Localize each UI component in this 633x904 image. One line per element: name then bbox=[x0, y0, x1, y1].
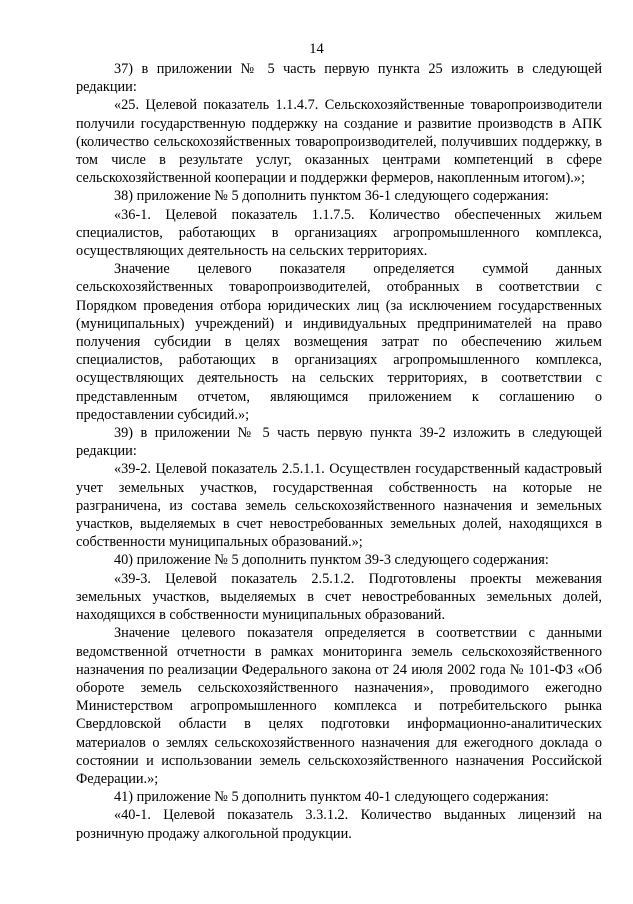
paragraph-item-39-2-text: «39-2. Целевой показатель 2.5.1.1. Осуществлен государственный кадастровый учет земельных участков, государственная собственность на которые не разграничена, из состава земель сельскохозяйственного назначения и земельных участков, выделяемых в счет невостребованных земельных долей, находящихся в собственности муниципальных образований.»; bbox=[76, 461, 602, 551]
paragraph-38-item: 38) приложение № 5 дополнить пунктом 36-1 следующего содержания: bbox=[114, 188, 549, 205]
paragraph-item-39-3-text: «39-3. Целевой показатель 2.5.1.2. Подготовлены проекты межевания земельных участков, выделяемых в счет невостребованных земельных долей, находящихся в собственности муниципальных образований. bbox=[76, 570, 602, 624]
paragraph-40-item: 40) приложение № 5 дополнить пунктом 39-3 следующего содержания: bbox=[114, 552, 549, 569]
paragraph-item-40-1-text: «40-1. Целевой показатель 3.3.1.2. Количество выданных лицензий на розничную продажу алкогольной продукции. bbox=[76, 807, 602, 842]
document-body bbox=[76, 60, 602, 843]
paragraph-item-25-text: «25. Целевой показатель 1.1.4.7. Сельскохозяйственные товаропроизводители получили государственную поддержку на создание и развитие производств в АПК (количество сельскохозяйственных товаропроизводителей, получивших поддержку, в том числе в результате услуг, оказанных центрами компетенций в сфере сельскохозяйственной кооперации и поддержки фермеров, накопленным итогом).»; bbox=[76, 97, 602, 187]
paragraph-39-item: 39) в приложении № 5 часть первую пункта 39-2 изложить в следующей редакции: bbox=[76, 425, 602, 460]
paragraph-41-item: 41) приложение № 5 дополнить пунктом 40-1 следующего содержания: bbox=[114, 789, 549, 806]
paragraph-item-39-3-value: Значение целевого показателя определяется в соответствии с данными ведомственной отчетности в рамках мониторинга земель сельскохозяйственного назначения по реализации Федерального закона от 24 июля 2002 года № 101-ФЗ «Об обороте земель сельскохозяйственного назначения», проводимого ежегодно Министерством агропромышленного комплекса и потребительского рынка Свердловской области в целях подготовки информационно-аналитических материалов о землях сельскохозяйственного назначения для ежегодного доклада о состоянии и использовании земель сельскохозяйственного назначения Российской Федерации.»; bbox=[76, 625, 602, 787]
page-number: 14 bbox=[309, 41, 324, 57]
paragraph-item-36-1-value: Значение целевого показателя определяется суммой данных сельскохозяйственных товаропроизводителей, отобранных в соответствии с Порядком проведения отбора юридических лиц (за исключением государственных (муниципальных) учреждений) и индивидуальных предпринимателей на право получения субсидии в целях возмещения затрат по обеспечению жильем специалистов, работающих в организациях агропромышленного комплекса, осуществляющих деятельность на сельских территориях, в соответствии с представленным отчетом, являющимся приложением к соглашению о предоставлении субсидий.»; bbox=[76, 261, 602, 423]
paragraph-item-36-1-text: «36-1. Целевой показатель 1.1.7.5. Количество обеспеченных жильем специалистов, работающих в организациях агропромышленного комплекса, осуществляющих деятельность на сельских территориях. bbox=[76, 206, 602, 260]
paragraph-37-item: 37) в приложении № 5 часть первую пункта 25 изложить в следующей редакции: bbox=[76, 61, 602, 96]
